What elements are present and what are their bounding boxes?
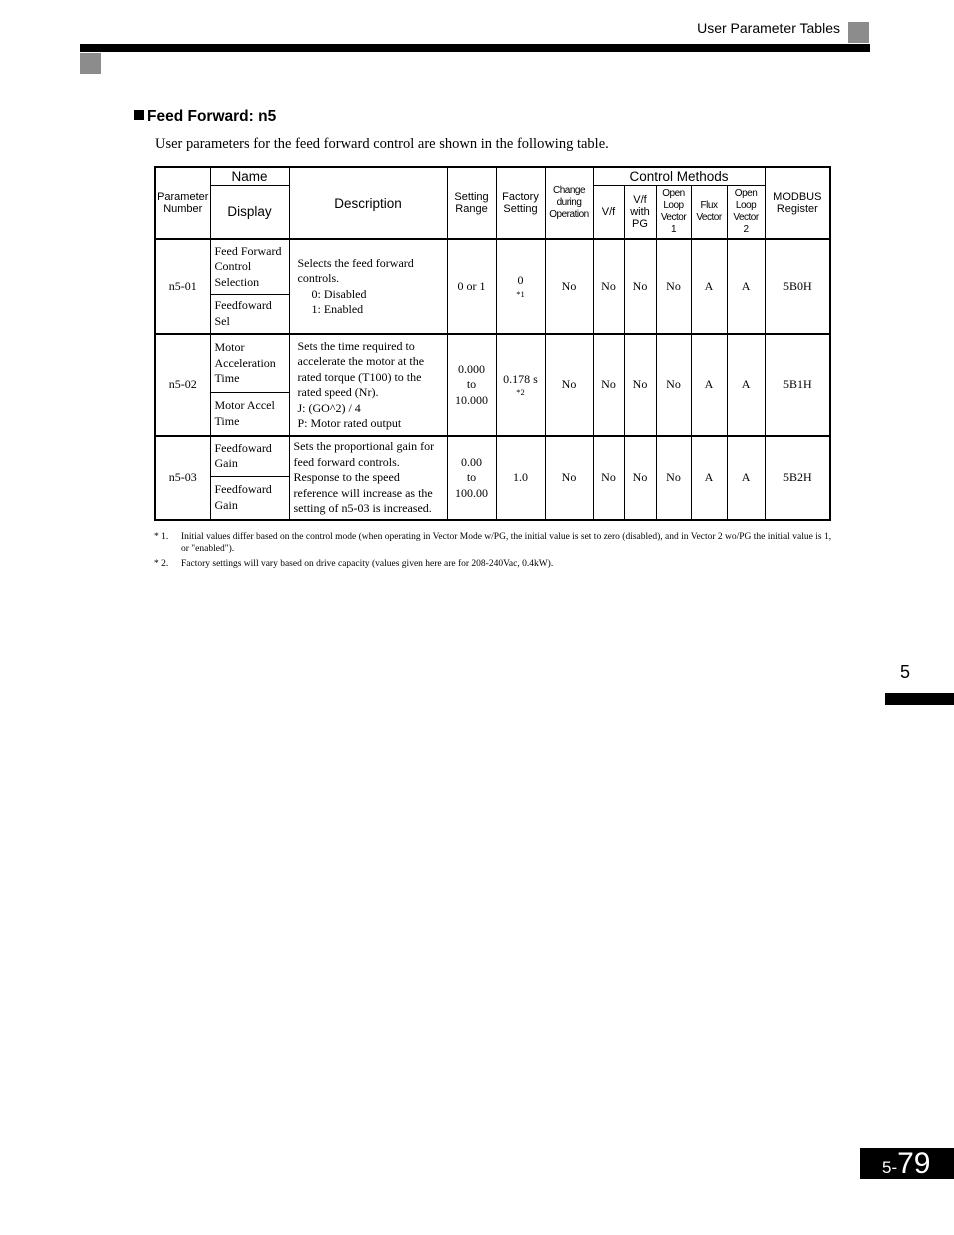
param-number: n5-02 [155,334,210,436]
param-display: Feedfoward Sel [210,294,289,334]
intro-paragraph: User parameters for the feed forward control are shown in the following table. [155,136,609,152]
method-vf-pg: No [624,239,656,334]
change-during-operation: No [545,436,593,520]
method-vf: No [593,436,624,520]
method-vf-pg: No [624,436,656,520]
running-header-title: User Parameter Tables [697,20,840,36]
header-rule [80,44,870,52]
change-during-operation: No [545,239,593,334]
param-number: n5-01 [155,239,210,334]
param-name: Feed Forward Control Selection [210,239,289,294]
param-number: n5-03 [155,436,210,520]
method-flux-vector: A [691,334,727,436]
param-display: Feedfoward Gain [210,476,289,520]
header-open-loop-vector-2: Open Loop Vector 2 [727,185,765,239]
table-row [155,239,830,294]
header-vf: V/f [593,185,624,239]
method-vf-pg: No [624,334,656,436]
chapter-tab-bar [885,693,954,705]
section-heading [134,108,276,126]
bullet-square-icon [134,110,144,120]
header-modbus-register: MODBUS Register [765,167,830,239]
param-description: Sets the time required to accelerate the motor at the rated torque (T100) to the rated speed (Nr). J: (GO^2) / 4 P: Motor rated output [289,334,447,436]
change-during-operation: No [545,334,593,436]
chapter-tab-number: 5 [900,662,911,682]
method-olv1: No [656,334,691,436]
footnote-1: * 1. Initial values differ based on the control mode (when operating in Vector Mode w/PG, the initial value is set to zero (disabled), and in Vector 2 wo/PG the initial value is 1, or "enabled"). [154,532,832,554]
header-parameter-number: Parameter Number [155,167,210,239]
method-olv1: No [656,239,691,334]
factory-setting: 0 *1 [496,239,545,334]
method-flux-vector: A [691,239,727,334]
parameter-table [154,166,831,521]
method-flux-vector: A [691,436,727,520]
setting-range: 0.000 to 10.000 [447,334,496,436]
param-description: Selects the feed forward controls. 0: Disabled 1: Enabled [289,239,447,334]
header-display: Display [210,185,289,239]
param-display: Motor Accel Time [210,392,289,436]
header-description: Description [289,167,447,239]
modbus-register: 5B2H [765,436,830,520]
header-name: Name [210,167,289,185]
header-gray-box [848,22,869,43]
header-vf-with-pg: V/f with PG [624,185,656,239]
method-olv2: A [727,436,765,520]
method-vf: No [593,239,624,334]
table-row [155,436,830,476]
param-name: Motor Acceleration Time [210,334,289,392]
modbus-register: 5B1H [765,334,830,436]
header-flux-vector: Flux Vector [691,185,727,239]
footnote-2: * 2. Factory settings will vary based on drive capacity (values given here are for 208-240Vac, 0.4kW). [154,559,554,569]
param-description: Sets the proportional gain for feed forward controls. Response to the speed reference will increase as the setting of n5-03 is increased. [289,436,447,520]
corner-gray-box [80,53,101,74]
header-open-loop-vector-1: Open Loop Vector 1 [656,185,691,239]
method-olv1: No [656,436,691,520]
factory-setting: 0.178 s *2 [496,334,545,436]
method-olv2: A [727,239,765,334]
param-name: Feedfoward Gain [210,436,289,476]
page-number: 5-79 [860,1148,954,1179]
method-olv2: A [727,334,765,436]
setting-range: 0 or 1 [447,239,496,334]
table-row [155,334,830,392]
modbus-register: 5B0H [765,239,830,334]
method-vf: No [593,334,624,436]
setting-range: 0.00 to 100.00 [447,436,496,520]
header-change-during-operation: Change during Operation [545,167,593,239]
header-setting-range: Setting Range [447,167,496,239]
section-title-text: Feed Forward: n5 [147,108,277,125]
header-control-methods: Control Methods [593,167,765,185]
header-factory-setting: Factory Setting [496,167,545,239]
factory-setting: 1.0 [496,436,545,520]
